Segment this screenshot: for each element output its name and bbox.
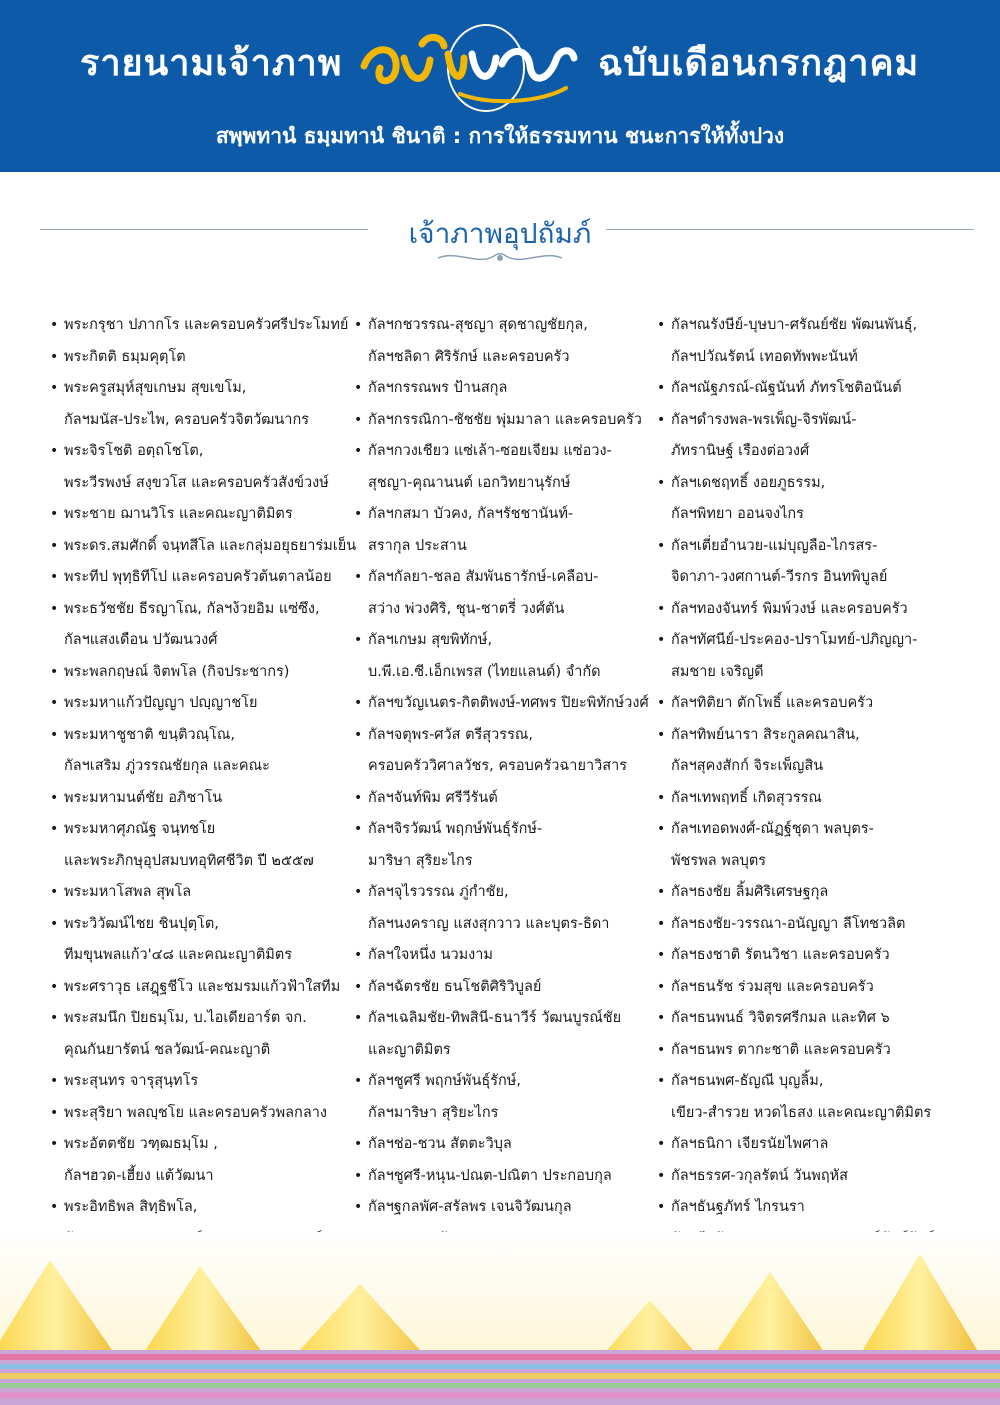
sponsor-entry xyxy=(354,373,664,405)
bullet-icon: • xyxy=(354,821,363,837)
bullet-icon: • xyxy=(50,600,59,617)
bullet-icon: • xyxy=(657,726,666,743)
sponsor-entry xyxy=(657,468,967,531)
bullet-icon: • xyxy=(354,789,363,806)
bullet-icon: • xyxy=(354,695,363,711)
bullet-icon: • xyxy=(657,380,666,396)
bullet-icon: • xyxy=(354,317,363,333)
sponsor-entry xyxy=(354,1161,664,1193)
sponsor-entry xyxy=(354,499,664,562)
sponsor-name-line: กัลฯณรังษีย์-บุษบา-ศรัณย์ชัย พัฒนพันธุ์, xyxy=(671,317,918,333)
section-header xyxy=(0,212,1000,272)
sponsor-entry xyxy=(50,657,360,689)
sponsor-entry xyxy=(657,783,967,815)
sponsor-entry xyxy=(354,783,664,815)
bullet-icon: • xyxy=(657,600,666,617)
sponsor-name-line: กัลฯปวัณรัตน์ เทอดทัพพะนันท์ xyxy=(671,348,858,365)
bullet-icon: • xyxy=(657,884,666,900)
sponsor-name-line: กัลฯมนัส-ประไพ, ครอบครัวจิตวัฒนากร xyxy=(64,411,310,428)
divider-right xyxy=(606,229,974,230)
sponsor-name-line: กัลฯเดชฤทธิ์ งอยภูธรรม, xyxy=(671,474,826,491)
sponsor-name-line: กัลฯพิทยา ออนจงไกร xyxy=(671,506,804,522)
sponsor-name-line: พระทีป พุทฺธิทีโป และครอบครัวต้นตาลน้อย xyxy=(64,569,332,585)
sponsor-name-line: กัลฯดำรงพล-พรเพ็ญ-จิรพัฒน์- xyxy=(671,411,857,428)
sponsor-entry xyxy=(657,310,967,373)
sponsor-name-line: กัลฯณัฐภรณ์-ณัฐนันท์ ภัทรโชติอนันต์ xyxy=(671,380,902,396)
bullet-icon: • xyxy=(657,1073,666,1089)
sponsor-entry xyxy=(50,531,360,563)
sponsor-name-line: พระมหามนต์ชัย อภิชาโน xyxy=(64,789,223,806)
sponsor-name-line: กัลฯธงชัย ลิ้มศิริเศรษฐกุล xyxy=(671,884,829,900)
sponsor-entry xyxy=(657,531,967,594)
sponsor-name-line: จิดาภา-วงศกานต์-วีรกร อินทพิบูลย์ xyxy=(671,569,888,585)
sponsor-entry xyxy=(354,814,664,877)
bullet-icon: • xyxy=(50,726,59,743)
sponsor-entry xyxy=(50,814,363,877)
sponsor-entry xyxy=(657,877,967,909)
sponsor-entry xyxy=(657,972,967,1004)
bullet-icon: • xyxy=(50,821,59,837)
sponsor-column-2 xyxy=(354,310,664,1255)
bullet-icon: • xyxy=(354,1199,363,1215)
bullet-icon: • xyxy=(657,695,666,711)
sponsor-name-line: กัลฯทองจันทร์ พิมพ์วงษ์ และครอบครัว xyxy=(671,600,908,617)
sponsor-entry xyxy=(354,877,664,940)
sponsor-name-line: พระวิวัฒน์ไชย ชินปุตฺโต, xyxy=(64,915,219,932)
bullet-icon: • xyxy=(354,443,363,459)
bullet-icon: • xyxy=(657,537,666,554)
bullet-icon: • xyxy=(657,947,666,963)
sponsor-entry xyxy=(50,562,363,594)
sponsor-entry xyxy=(50,373,363,436)
bullet-icon: • xyxy=(657,915,666,932)
sponsor-name-line: กัลฯฐกลพัศ-สรัลพร เจนจิวัฒนกุล xyxy=(368,1199,572,1215)
sponsor-entry xyxy=(354,720,664,783)
sponsor-name-line: กัลฯธงชาติ รัตนวิชา และครอบครัว xyxy=(671,947,890,963)
bullet-icon: • xyxy=(50,884,59,900)
sponsor-name-line: กัลฯทิพย์นารา สิระกูลคณาสิน, xyxy=(671,726,860,743)
bullet-icon: • xyxy=(657,317,666,333)
bullet-icon: • xyxy=(50,348,59,365)
sponsor-column-1 xyxy=(50,310,363,1255)
bullet-icon: • xyxy=(657,789,666,806)
sponsor-entry xyxy=(657,1003,967,1035)
bullet-icon: • xyxy=(657,1136,666,1152)
sponsor-name-line: ครอบครัววิศาลวัชร, ครอบครัวฉายาวิสาร xyxy=(368,758,628,774)
sponsor-name-line: กัลฯกวงเชียว แซ่เล้า-ซอยเจียม แซ่อวง- xyxy=(368,443,612,459)
bullet-icon: • xyxy=(50,569,59,585)
sponsor-name-line: พระชาย ฌานวิโร และคณะญาติมิตร xyxy=(64,506,293,522)
bullet-icon: • xyxy=(354,726,363,743)
sponsor-name-line: กัลฯกรรณพร ป้านสกุล xyxy=(368,380,508,396)
sponsor-name-line: คุณกันยารัตน์ ชลวัฒน์-คณะญาติ xyxy=(64,1041,271,1058)
bullet-icon: • xyxy=(354,506,363,522)
sponsor-entry xyxy=(657,814,967,877)
sponsor-name-line: กัลฯธนพศ-ธัญณี บุญลิ้ม, xyxy=(671,1073,824,1089)
bullet-icon: • xyxy=(50,380,59,396)
sponsor-entry xyxy=(657,720,967,783)
bullet-icon: • xyxy=(354,884,363,900)
sponsor-entry xyxy=(657,1035,967,1067)
sponsor-name-line: ภัทรานิษฐ์ เรืองต่อวงศ์ xyxy=(671,443,810,459)
sponsor-entry xyxy=(354,972,664,1004)
bullet-icon: • xyxy=(657,1167,666,1184)
sponsor-name-line: กัลฯแสงเดือน ปวัฒนวงศ์ xyxy=(64,632,218,648)
sponsor-entry xyxy=(50,594,363,657)
sponsor-name-line: กัลฯนงคราญ แสงสุกวาว และบุตร-ธิดา xyxy=(368,915,610,932)
sponsor-name-line: กัลฯจุไรวรรณ ภู่กำชัย, xyxy=(368,884,509,900)
bullet-icon: • xyxy=(657,978,666,995)
bullet-icon: • xyxy=(50,1073,59,1089)
sponsor-entry xyxy=(50,436,363,499)
bullet-icon: • xyxy=(354,411,363,428)
sponsor-entry xyxy=(657,373,967,405)
bullet-icon: • xyxy=(354,1073,363,1089)
sponsor-name-line: กัลฯใจหนึ่ง นวมงาม xyxy=(368,947,493,963)
sponsor-name-line: กัลฯเทอดพงศ์-ณัฏฐ์ชุดา พลบุตร- xyxy=(671,821,874,837)
sponsor-name-line: พระมหาโสพล สุพโล xyxy=(64,884,192,900)
sponsor-name-line: พระพลกฤษณ์ จิตพโล (กิจประชากร) xyxy=(64,663,290,680)
sponsor-entry xyxy=(354,1129,664,1161)
sponsor-name-line: พระดร.สมศักดิ์ จนฺทสีโล และกลุ่มอยุธยาร่มเย็น xyxy=(64,537,357,554)
sponsor-name-line: พระมหาศุภณัฐ จนฺทชโย xyxy=(64,821,216,837)
sponsor-entry xyxy=(354,625,664,688)
sponsor-name-line: กัลฯชูศรี พฤกษ์พันธุ์รักษ์, xyxy=(368,1073,521,1089)
sponsor-entry xyxy=(657,1161,967,1193)
sponsor-entry xyxy=(657,940,967,972)
sponsor-name-line: กัลฯชูศรี-หนุน-ปณต-ปณิตา ประกอบกุล xyxy=(368,1167,612,1184)
sponsor-name-line: บ.พี.เอ.ซี.เอ็กเพรส (ไทยแลนด์) จำกัด xyxy=(368,663,601,680)
bullet-icon: • xyxy=(657,1010,666,1026)
sponsor-entry xyxy=(50,720,363,783)
sponsor-name-line: และญาติมิตร xyxy=(368,1041,451,1058)
sponsor-name-line: กัลฯธงชัย-วรรณา-อนัญญา ลีโทชวลิต xyxy=(671,915,906,932)
sponsor-name-line: กัลฯเตี่ยอำนวย-แม่บุญลือ-ไกรสร- xyxy=(671,537,878,554)
sponsor-entry xyxy=(657,1192,967,1224)
bullet-icon: • xyxy=(354,632,363,648)
sponsor-entry xyxy=(354,562,664,625)
sponsor-name-line: พระมหาแก้วปัญญา ปญฺญาชโย xyxy=(64,695,258,711)
sponsor-name-line: พัชรพล พลบุตร xyxy=(671,852,767,869)
bullet-icon: • xyxy=(657,411,666,428)
sponsor-name-line: กัลฯมาริษา สุริยะไกร xyxy=(368,1104,499,1121)
sponsor-name-line: กัลฯเฉลิมชัย-ทิพสินี-ธนาวีร์ วัฒนบูรณ์ชัย xyxy=(368,1010,622,1026)
sponsor-entry xyxy=(354,436,664,499)
bullet-icon: • xyxy=(354,978,363,995)
sponsor-name-line: สรากุล ประสาน xyxy=(368,537,467,554)
sponsor-name-line: กัลฯจันท์พิม ศรีวีรันต์ xyxy=(368,789,498,806)
bullet-icon: • xyxy=(657,632,666,648)
sponsor-entry xyxy=(657,594,967,626)
sponsor-name-line: กัลฯจตุพร-ศวัส ตรีสุวรรณ, xyxy=(368,726,533,743)
bullet-icon: • xyxy=(50,506,59,522)
sponsor-name-line: และพระภิกษุอุปสมบทอุทิศชีวิต ปี ๒๕๕๗ xyxy=(64,852,314,869)
sponsor-name-line: กัลฯกสมา บัวคง, กัลฯรัชชานันท์- xyxy=(368,506,574,522)
sponsor-entry xyxy=(50,1003,363,1066)
sponsor-name-line: พระครูสมุห์สุขเกษม สุขเขโม, xyxy=(64,380,247,396)
sponsor-name-line: กัลฯจิรวัฒน์ พฤกษ์พันธุ์รักษ์- xyxy=(368,821,543,837)
sponsor-name-line: กัลฯธนพร ตากะชาติ และครอบครัว xyxy=(671,1041,891,1058)
sponsor-name-line: กัลฯช่อ-ชวน สัตตะวิบุล xyxy=(368,1136,512,1152)
sponsor-name-line: พระศราวุธ เสฎฺฐชีโว และชมรมแก้วฟ้าใสทีม xyxy=(64,978,341,995)
sponsor-name-line: กัลฯกัลยา-ชลอ สัมพันธารักษ์-เคลือบ- xyxy=(368,569,599,585)
sponsor-entry xyxy=(354,688,664,720)
sponsor-name-line: กัลฯทิติยา ตักโพธิ์ และครอบครัว xyxy=(671,695,874,711)
sponsor-entry xyxy=(50,342,360,374)
sponsor-name-line: พระกรุชา ปภากโร และครอบครัวศรีประโมทย์ xyxy=(64,317,349,333)
sponsor-name-line: พระสุริยา พลญฺชโย และครอบครัวพลกลาง xyxy=(64,1104,327,1121)
sponsor-entry xyxy=(354,940,664,972)
ayunaiboon-logo xyxy=(352,24,582,118)
bullet-icon: • xyxy=(50,695,59,711)
sponsor-name-line: พระวีรพงษ์ สงฺขวโส และครอบครัวสังข์วงษ์ xyxy=(64,474,329,491)
bullet-icon: • xyxy=(657,1041,666,1058)
sponsor-entry xyxy=(354,1066,664,1129)
sponsor-name-line: พระกิตติ ธมฺมคุตฺโต xyxy=(64,348,186,365)
sponsor-entry xyxy=(50,310,363,342)
bullet-icon: • xyxy=(50,663,59,680)
sponsor-name-line: พระมหาชูชาติ ขนฺติวณฺโณ, xyxy=(64,726,235,743)
sponsor-name-line: กัลฯเทพฤทธิ์ เกิดสุวรรณ xyxy=(671,789,822,806)
sponsor-entry xyxy=(354,310,664,373)
sponsor-name-line: กัลฯธนพนธ์ วิจิตรศรีกมล และทิศ ๖ xyxy=(671,1010,890,1026)
sponsor-entry xyxy=(50,1066,363,1098)
bullet-icon: • xyxy=(50,443,59,459)
sponsor-entry xyxy=(657,1129,967,1161)
sponsor-name-line: กัลฯธันฐภัทร์ ไกรนรา xyxy=(671,1199,805,1215)
sponsor-entry xyxy=(50,499,363,531)
sponsor-name-line: พระอิทธิพล สิทฺธิพโล, xyxy=(64,1199,198,1215)
sponsor-name-line: เขียว-สำรวย หวดไธสง และคณะญาติมิตร xyxy=(671,1104,932,1121)
bullet-icon: • xyxy=(50,1136,59,1152)
header-banner xyxy=(0,0,1000,172)
sponsor-name-line: กัลฯฮวด-เฮี้ยง แต้วัฒนา xyxy=(64,1167,214,1184)
sponsor-entry xyxy=(657,625,967,688)
sponsor-column-3 xyxy=(657,310,967,1255)
sponsor-entry xyxy=(657,688,967,720)
sponsor-name-line: กัลฯเกษม สุขพิทักษ์, xyxy=(368,632,493,648)
bullet-icon: • xyxy=(50,537,59,554)
header-title-left: รายนามเจ้าภาพ xyxy=(80,43,343,84)
bullet-icon: • xyxy=(50,1104,59,1121)
sponsor-name-line: สว่าง พ่วงศิริ, ชุน-ชาตรี่ วงศ์ตัน xyxy=(368,600,565,617)
bullet-icon: • xyxy=(354,1136,363,1152)
bullet-icon: • xyxy=(657,474,666,491)
sponsor-name-line: กัลฯเสริม ภู่วรรณชัยกุล และคณะ xyxy=(64,758,270,774)
bullet-icon: • xyxy=(354,947,363,963)
sponsor-name-line: กัลฯกชวรรณ-สุชญา สุดชาญชัยกุล, xyxy=(368,317,588,333)
sponsor-name-line: สุชญา-คุณานนต์ เอกวิทยานุรักษ์ xyxy=(368,474,571,491)
bullet-icon: • xyxy=(354,569,363,585)
sponsor-entry xyxy=(50,909,363,972)
bullet-icon: • xyxy=(354,380,363,396)
sponsor-entry xyxy=(50,688,363,720)
sponsor-entry xyxy=(50,1098,360,1130)
bullet-icon: • xyxy=(50,1010,59,1026)
sponsor-name-line: พระสมนึก ปิยธมฺโม, บ.ไอเดียอาร์ต จก. xyxy=(64,1010,307,1026)
sponsor-name-line: กัลฯขวัญเนตร-กิตติพงษ์-ทศพร ปิยะพิทักษ์วงศ์ xyxy=(368,695,649,711)
sponsor-name-line: สมชาย เจริญดี xyxy=(671,663,764,680)
sponsor-name-line: กัลฯชลิดา ศิริรักษ์ และครอบครัว xyxy=(368,348,570,365)
sponsor-name-line: พระธวัชชัย ธีรญาโณ, กัลฯง้วยอิม แซ่ซึง, xyxy=(64,600,320,617)
sponsor-entry xyxy=(657,405,967,468)
bullet-icon: • xyxy=(50,1199,59,1215)
sponsor-name-line: พระสุนทร จารุสุนฺทโร xyxy=(64,1073,199,1089)
bullet-icon: • xyxy=(50,317,59,333)
sponsor-entry xyxy=(50,972,363,1004)
sponsor-name-line: พระจิรโชติ อตฺถโชโต, xyxy=(64,443,204,459)
bullet-icon: • xyxy=(50,789,59,806)
bullet-icon: • xyxy=(657,1199,666,1215)
sponsor-entry xyxy=(50,877,363,909)
header-subtitle: สพฺพทานํ ธมฺมทานํ ชินาติ : การให้ธรรมทาน ชนะการให้ทั้งปวง xyxy=(215,124,785,148)
sponsor-name-line: กัลฯสุคงสักก์ จิระเพ็ญสิน xyxy=(671,758,824,774)
sponsor-name-line: ทีมขุนพลแก้ว'๔๘ และคณะญาติมิตร xyxy=(64,947,293,963)
sponsor-name-line: กัลฯกรรณิกา-ชัชชัย พุ่มมาลา และครอบครัว xyxy=(368,411,642,428)
sponsor-name-line: กัลฯธนิกา เจียรนัยไพศาล xyxy=(671,1136,829,1152)
bullet-icon: • xyxy=(354,1167,363,1184)
sponsor-entry xyxy=(50,783,363,815)
sponsor-entry xyxy=(657,1066,967,1129)
sponsor-name-line: มาริษา สุริยะไกร xyxy=(368,852,473,869)
bullet-icon: • xyxy=(50,915,59,932)
sponsor-name-line: กัลฯธนรัช ร่วมสุข และครอบครัว xyxy=(671,978,874,995)
flourish-ornament xyxy=(434,248,566,268)
sponsor-name-line: พระอัตตชัย วฑฺฒธมฺโม , xyxy=(64,1136,218,1152)
bullet-icon: • xyxy=(657,821,666,837)
header-title-right: ฉบับเดือนกรกฎาคม xyxy=(598,43,920,84)
sponsor-name-line: กัลฯธรรศ-วกุลรัตน์ วันพฤหัส xyxy=(671,1167,849,1184)
sponsor-entry xyxy=(50,1129,363,1192)
sponsor-entry xyxy=(657,909,967,941)
bullet-icon: • xyxy=(50,978,59,995)
bullet-icon: • xyxy=(354,1010,363,1026)
golden-pagodas-illustration xyxy=(0,1232,1000,1405)
sponsor-name-line: กัลฯทัศนีย์-ประคอง-ปราโมทย์-ปภิญญา- xyxy=(671,632,918,648)
sponsor-entry xyxy=(354,1003,664,1066)
sponsor-name-line: กัลฯฉัตรชัย ธนโชติศิริวิบูลย์ xyxy=(368,978,542,995)
section-title: เจ้าภาพอุปถัมภ์ xyxy=(408,217,592,250)
sponsor-entry xyxy=(354,405,664,437)
